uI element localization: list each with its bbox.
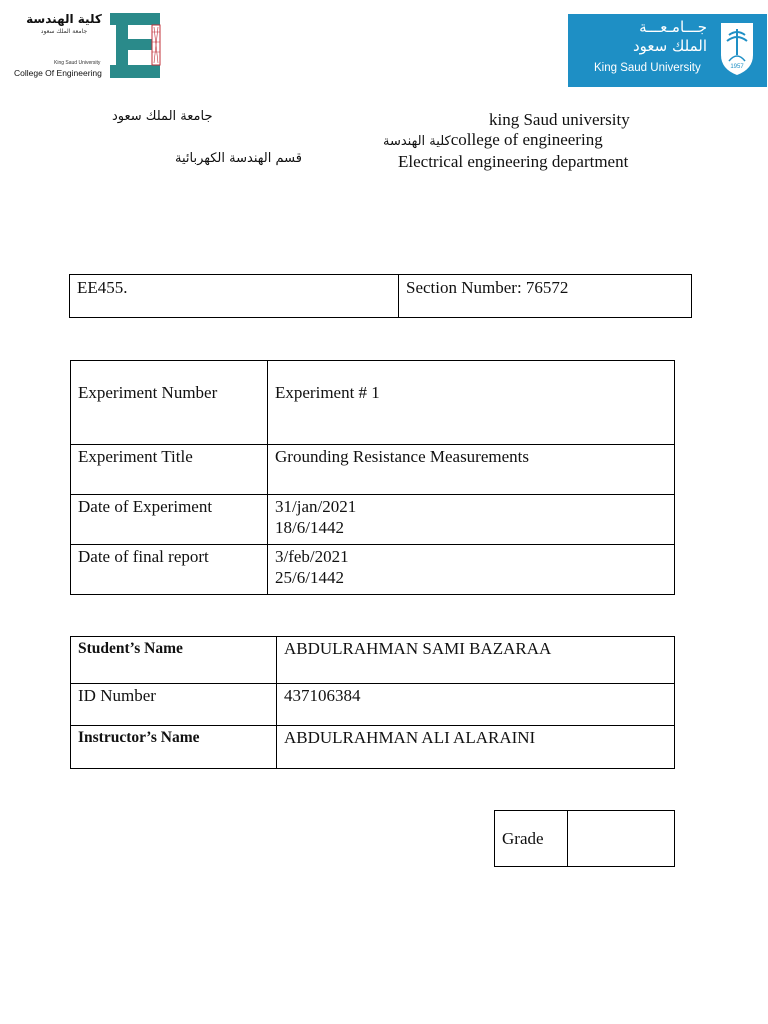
experiment-table (70, 360, 675, 595)
grade-table (494, 810, 675, 867)
english-department-name: Electrical engineering department (398, 152, 629, 171)
university-emblem-icon (717, 21, 757, 77)
course-code: EE455. (70, 275, 399, 318)
arabic-university-name: جامعة الملك سعود (112, 109, 213, 124)
university-logo-english-name: King Saud University (594, 62, 701, 74)
table-row (71, 545, 675, 595)
university-logo (568, 14, 767, 87)
english-college-name: college of engineering (450, 130, 603, 149)
date-of-experiment-value (268, 495, 675, 545)
instructor-name-label: Instructor’s Name (71, 726, 277, 769)
student-name-label: Student’s Name (71, 637, 277, 684)
college-logo-english-name: College Of Engineering (14, 68, 102, 78)
date-of-report-value (268, 545, 675, 595)
table-row (71, 684, 675, 726)
college-logo-arabic-subtitle: جامعة الملك سعود (40, 28, 88, 35)
section-number: Section Number: 76572 (399, 275, 692, 318)
university-emblem-year: 1957 (730, 64, 744, 70)
date-of-experiment-hijri: 18/6/1442 (275, 518, 344, 537)
grade-label: Grade (495, 811, 568, 867)
college-logo (10, 10, 165, 82)
date-of-report-hijri: 25/6/1442 (275, 568, 344, 587)
experiment-number-value: Experiment # 1 (268, 361, 675, 445)
id-number-value: 437106384 (277, 684, 675, 726)
student-name-value: ABDULRAHMAN SAMI BAZARAA (277, 637, 675, 684)
date-of-report-label: Date of final report (71, 545, 268, 595)
arabic-college-name: كلية الهندسة (383, 134, 451, 149)
table-row (71, 726, 675, 769)
grade-value (568, 811, 675, 867)
table-row (71, 445, 675, 495)
date-of-experiment-label: Date of Experiment (71, 495, 268, 545)
college-logo-arabic-name: كلية الهندسة (26, 12, 102, 26)
id-number-label: ID Number (71, 684, 277, 726)
university-logo-arabic-line1: جـــامـعـــة (639, 18, 707, 36)
english-university-name: king Saud university (489, 110, 630, 129)
experiment-title-label: Experiment Title (71, 445, 268, 495)
table-row (71, 495, 675, 545)
table-row (71, 361, 675, 445)
experiment-title-value: Grounding Resistance Measurements (268, 445, 675, 495)
college-line (383, 131, 603, 148)
course-table (69, 274, 692, 318)
college-e-mark-icon (108, 12, 164, 80)
table-row (71, 637, 675, 684)
date-of-experiment-gregorian: 31/jan/2021 (275, 497, 357, 516)
college-logo-university: King Saud University (54, 60, 101, 66)
student-table (70, 636, 675, 769)
university-logo-arabic-line2: الملك سعود (632, 37, 707, 55)
arabic-department-name: قسم الهندسة الكهربائية (175, 151, 302, 166)
experiment-number-label: Experiment Number (71, 361, 268, 445)
instructor-name-value: ABDULRAHMAN ALI ALARAINI (277, 726, 675, 769)
date-of-report-gregorian: 3/feb/2021 (275, 547, 349, 566)
